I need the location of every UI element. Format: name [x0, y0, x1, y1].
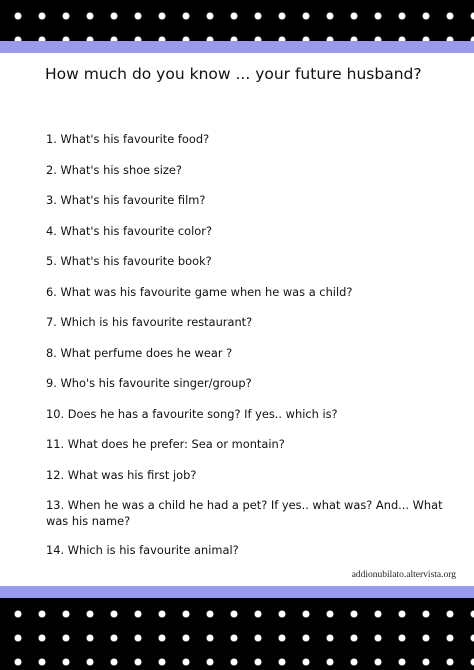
question-item: 8. What perfume does he wear ?	[46, 345, 233, 360]
page-title: How much do you know ... your future husband?	[45, 65, 422, 83]
question-item: 2. What's his shoe size?	[46, 162, 182, 177]
top-lavender-band	[0, 41, 474, 53]
source-url: addionubilato.altervista.org	[351, 570, 456, 580]
question-item: 10. Does he has a favourite song? If yes.. which is?	[46, 406, 338, 421]
question-item: 12. What was his first job?	[46, 467, 197, 482]
bottom-lavender-band	[0, 586, 474, 598]
question-item: 14. Which is his favourite animal?	[46, 543, 239, 557]
question-item: 9. Who's his favourite singer/group?	[46, 376, 252, 390]
question-item: 5. What's his favourite book?	[46, 254, 212, 268]
question-item: 4. What's his favourite color?	[46, 223, 212, 238]
question-item: 6. What was his favourite game when he was a child?	[46, 284, 353, 299]
question-item: 7. Which is his favourite restaurant?	[46, 315, 253, 329]
question-list	[46, 131, 456, 573]
question-item: 3. What's his favourite film?	[46, 193, 206, 207]
bottom-polka-dot-border	[0, 598, 474, 670]
top-polka-dot-border	[0, 0, 474, 41]
question-item: 13. When he was a child he had a pet? If yes.. what was? And... What was his name?	[46, 498, 447, 528]
question-item: 1. What's his favourite food?	[46, 132, 210, 146]
question-item: 11. What does he prefer: Sea or montain?	[46, 437, 285, 451]
